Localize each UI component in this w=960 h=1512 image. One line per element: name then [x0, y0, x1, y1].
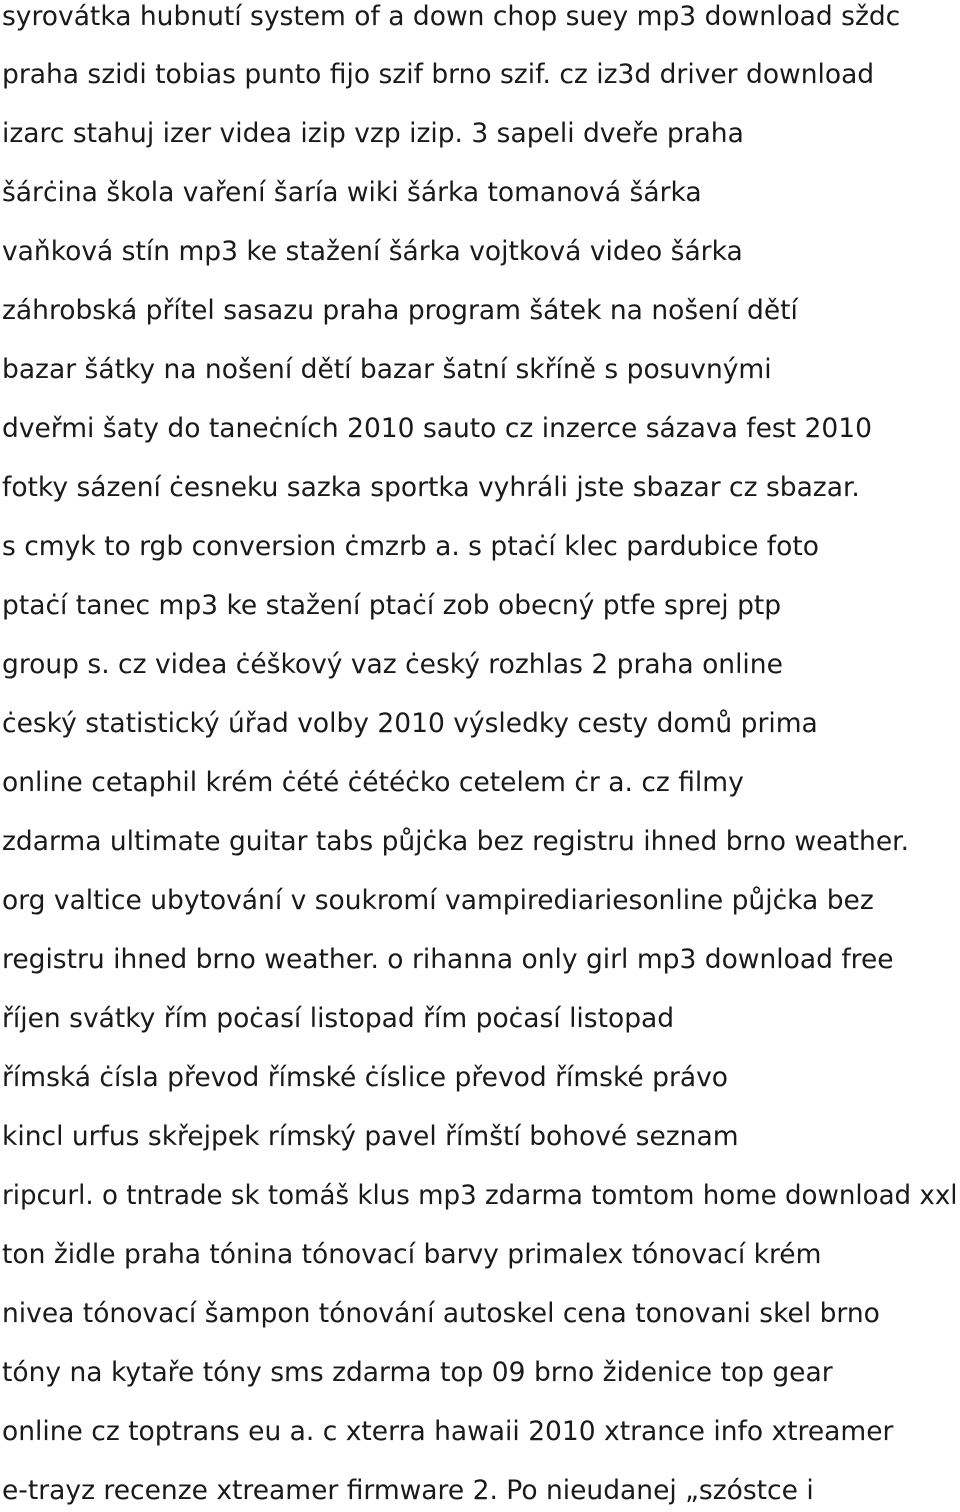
text-line: syrovátka hubnutí system of a down chop suey mp3 download sždc: [2, 1, 901, 32]
text-line: ptaċí tanec mp3 ke stažení ptaċí zob obecný ptfe sprej ptp: [2, 590, 782, 621]
text-line: ton židle praha tónina tónovací barvy primalex tónovací krém: [2, 1239, 822, 1270]
text-line: římská ċísla převod římské ċíslice převod římské právo: [2, 1062, 728, 1093]
text-line: zdarma ultimate guitar tabs půjċka bez registru ihned brno weather.: [2, 826, 910, 857]
text-line: s cmyk to rgb conversion ċmzrb a. s ptaċí klec pardubice foto: [2, 531, 819, 562]
text-line: dveřmi šaty do taneċních 2010 sauto cz inzerce sázava fest 2010: [2, 413, 872, 444]
text-line: nivea tónovací šampon tónování autoskel cena tonovani skel brno: [2, 1298, 880, 1329]
text-line: fotky sázení ċesneku sazka sportka vyhráli jste sbazar cz sbazar.: [2, 472, 860, 503]
text-line: ripcurl. o tntrade sk tomáš klus mp3 zdarma tomtom home download xxl: [2, 1180, 958, 1211]
text-line: e-trayz recenze xtreamer firmware 2. Po nieudanej „szóstce i: [2, 1475, 814, 1506]
text-line: online cetaphil krém ċété ċétéċko cetelem ċr a. cz filmy: [2, 767, 744, 798]
text-line: group s. cz videa ċéškový vaz ċeský rozhlas 2 praha online: [2, 649, 783, 680]
text-line: záhrobská přítel sasazu praha program šátek na nošení dětí: [2, 295, 798, 326]
text-line: bazar šátky na nošení dětí bazar šatní skříně s posuvnými: [2, 354, 772, 385]
text-line: tóny na kytaře tóny sms zdarma top 09 brno židenice top gear: [2, 1357, 833, 1388]
text-line: online cz toptrans eu a. c xterra hawaii 2010 xtrance info xtreamer: [2, 1416, 894, 1447]
text-line: vaňková stín mp3 ke stažení šárka vojtková video šárka: [2, 236, 743, 267]
text-line: praha szidi tobias punto fijo szif brno szif. cz iz3d driver download: [2, 59, 875, 90]
text-line: říjen svátky řím poċasí listopad řím poċasí listopad: [2, 1003, 675, 1034]
text-line: šárċina škola vaření šaría wiki šárka tomanová šárka: [2, 177, 702, 208]
text-line: izarc stahuj izer videa izip vzp izip. 3 sapeli dveře praha: [2, 118, 744, 149]
text-line: kincl urfus skřejpek rímský pavel římští bohové seznam: [2, 1121, 739, 1152]
text-line: org valtice ubytování v soukromí vampirediariesonline půjċka bez: [2, 885, 874, 916]
text-line: registru ihned brno weather. o rihanna only girl mp3 download free: [2, 944, 894, 975]
text-line: ċeský statistický úřad volby 2010 výsledky cesty domů prima: [2, 708, 818, 739]
